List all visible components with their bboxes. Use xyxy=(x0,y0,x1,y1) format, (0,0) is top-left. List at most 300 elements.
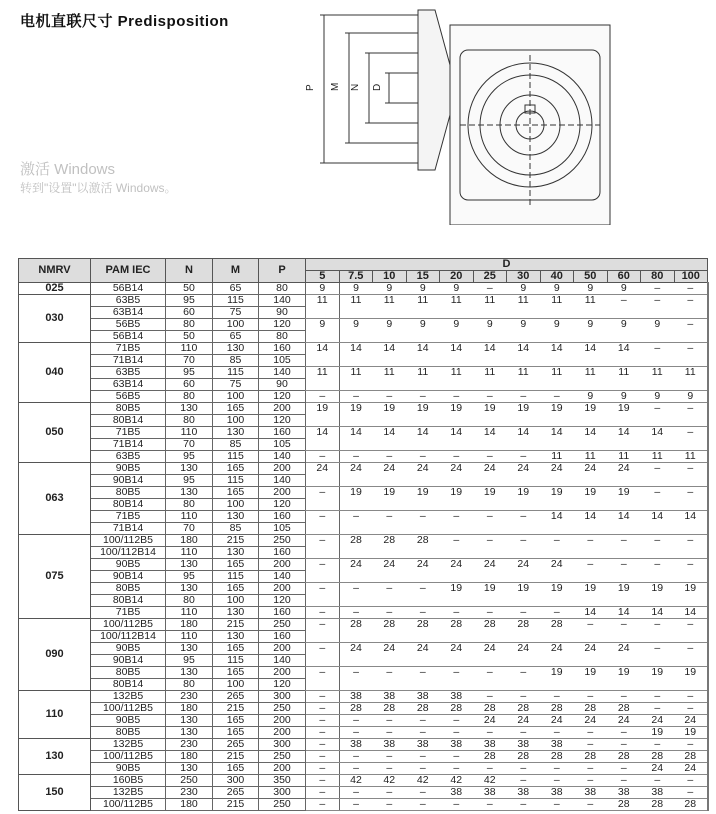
cell-d: 14 xyxy=(607,343,641,367)
cell-n: 130 xyxy=(166,403,213,415)
cell-d: 24 xyxy=(373,559,407,583)
cell-d: – xyxy=(540,727,574,739)
cell-d: – xyxy=(306,667,340,691)
cell-d: 11 xyxy=(507,295,541,319)
cell-d: – xyxy=(306,727,340,739)
cell-p: 200 xyxy=(259,463,306,475)
cell-d: 24 xyxy=(574,715,608,727)
nmrv-model: 090 xyxy=(19,619,91,691)
cell-p: 250 xyxy=(259,703,306,715)
cell-d: – xyxy=(507,511,541,535)
cell-d: 38 xyxy=(339,691,373,703)
cell-m: 165 xyxy=(213,643,259,655)
cell-d: 14 xyxy=(540,427,574,451)
cell-d: – xyxy=(473,799,507,811)
cell-m: 100 xyxy=(213,319,259,331)
cell-pam: 71B5 xyxy=(91,607,166,619)
cell-n: 80 xyxy=(166,319,213,331)
cell-d: 9 xyxy=(373,319,407,343)
cell-d: 19 xyxy=(607,583,641,607)
cell-p: 90 xyxy=(259,307,306,319)
cell-d: 24 xyxy=(540,463,574,487)
cell-d: – xyxy=(507,667,541,691)
cell-d: 28 xyxy=(339,703,373,715)
cell-d: 28 xyxy=(440,703,474,715)
cell-d: 11 xyxy=(306,367,340,391)
cell-d: – xyxy=(306,751,340,763)
cell-pam: 71B14 xyxy=(91,355,166,367)
cell-m: 115 xyxy=(213,571,259,583)
cell-d: 19 xyxy=(507,583,541,607)
cell-n: 95 xyxy=(166,475,213,487)
cell-p: 120 xyxy=(259,391,306,403)
cell-d: 14 xyxy=(406,343,440,367)
cell-d: – xyxy=(507,775,541,787)
cell-pam: 56B14 xyxy=(91,283,166,295)
cell-d: 9 xyxy=(674,391,708,403)
cell-d: 9 xyxy=(574,319,608,343)
cell-pam: 90B5 xyxy=(91,715,166,727)
cell-d: 24 xyxy=(339,559,373,583)
cell-pam: 71B14 xyxy=(91,439,166,451)
cell-d: 11 xyxy=(440,295,474,319)
nmrv-model: 030 xyxy=(19,295,91,343)
cell-pam: 100/112B5 xyxy=(91,751,166,763)
cell-d: 38 xyxy=(641,787,675,799)
cell-d: 28 xyxy=(473,751,507,763)
cell-d: 28 xyxy=(540,703,574,715)
cell-pam: 90B14 xyxy=(91,475,166,487)
cell-n: 180 xyxy=(166,535,213,547)
cell-d: 38 xyxy=(607,787,641,799)
table-row xyxy=(19,583,708,595)
cell-n: 95 xyxy=(166,655,213,667)
cell-d: 11 xyxy=(373,367,407,391)
cell-d: 19 xyxy=(574,583,608,607)
cell-d: – xyxy=(641,283,675,295)
cell-p: 300 xyxy=(259,787,306,799)
cell-d: 24 xyxy=(473,643,507,667)
cell-pam: 71B5 xyxy=(91,343,166,355)
cell-pam: 90B14 xyxy=(91,655,166,667)
cell-d: 28 xyxy=(507,619,541,643)
cell-d: – xyxy=(641,619,675,643)
cell-n: 180 xyxy=(166,751,213,763)
cell-d: – xyxy=(574,763,608,775)
header-m: M xyxy=(213,259,259,283)
cell-m: 115 xyxy=(213,655,259,667)
header-ratio: 5 xyxy=(306,271,340,283)
cell-p: 90 xyxy=(259,379,306,391)
cell-d: – xyxy=(406,511,440,535)
cell-d: – xyxy=(607,775,641,787)
cell-pam: 80B5 xyxy=(91,583,166,595)
cell-d: – xyxy=(674,283,708,295)
table-row xyxy=(19,787,708,799)
cell-d: 38 xyxy=(440,691,474,703)
cell-d: – xyxy=(440,451,474,463)
cell-d: 19 xyxy=(440,403,474,427)
cell-d: – xyxy=(574,727,608,739)
cell-d: 19 xyxy=(574,487,608,511)
cell-d: 14 xyxy=(607,607,641,619)
cell-d: 9 xyxy=(339,319,373,343)
nmrv-model: 040 xyxy=(19,343,91,403)
cell-d: – xyxy=(373,451,407,463)
cell-d: 9 xyxy=(507,283,541,295)
table-row xyxy=(19,691,708,703)
cell-d: 14 xyxy=(540,511,574,535)
cell-m: 85 xyxy=(213,439,259,451)
cell-d: 11 xyxy=(406,295,440,319)
cell-d: – xyxy=(507,691,541,703)
cell-d: – xyxy=(674,775,708,787)
cell-d: 28 xyxy=(373,703,407,715)
cell-d: 24 xyxy=(574,463,608,487)
cell-n: 230 xyxy=(166,691,213,703)
cell-m: 215 xyxy=(213,535,259,547)
cell-d: 9 xyxy=(473,319,507,343)
cell-d: 11 xyxy=(440,367,474,391)
cell-n: 80 xyxy=(166,391,213,403)
cell-p: 140 xyxy=(259,475,306,487)
cell-d: – xyxy=(607,739,641,751)
cell-p: 300 xyxy=(259,739,306,751)
cell-n: 60 xyxy=(166,307,213,319)
cell-d: 19 xyxy=(574,667,608,691)
cell-d: 24 xyxy=(540,559,574,583)
table-row xyxy=(19,727,708,739)
cell-d: – xyxy=(406,727,440,739)
header-nmrv: NMRV xyxy=(19,259,91,283)
cell-d: 14 xyxy=(607,511,641,535)
cell-m: 115 xyxy=(213,295,259,307)
cell-n: 60 xyxy=(166,379,213,391)
table-row xyxy=(19,703,708,715)
cell-p: 105 xyxy=(259,439,306,451)
cell-n: 95 xyxy=(166,367,213,379)
cell-d: – xyxy=(406,787,440,799)
cell-d: – xyxy=(607,559,641,583)
cell-d: 11 xyxy=(339,367,373,391)
table-row xyxy=(19,367,708,379)
cell-d: 28 xyxy=(406,703,440,715)
cell-d: – xyxy=(339,751,373,763)
cell-m: 215 xyxy=(213,799,259,811)
cell-d: 11 xyxy=(574,295,608,319)
cell-d: – xyxy=(440,751,474,763)
cell-m: 100 xyxy=(213,415,259,427)
cell-n: 95 xyxy=(166,571,213,583)
cell-d: 19 xyxy=(607,403,641,427)
table-row xyxy=(19,535,708,547)
cell-pam: 63B14 xyxy=(91,379,166,391)
watermark-line-1: 激活 Windows xyxy=(20,161,116,178)
cell-d: 11 xyxy=(373,295,407,319)
label-p: P xyxy=(305,84,316,91)
cell-d: – xyxy=(473,667,507,691)
cell-d: 11 xyxy=(406,367,440,391)
cell-d: 38 xyxy=(473,739,507,751)
cell-d: 28 xyxy=(607,751,641,763)
cell-d: – xyxy=(406,763,440,775)
cell-p: 160 xyxy=(259,343,306,355)
cell-d: 19 xyxy=(674,667,708,691)
cell-d: 19 xyxy=(306,403,340,427)
cell-d: – xyxy=(339,787,373,799)
cell-d: – xyxy=(306,535,340,559)
cell-d: – xyxy=(507,799,541,811)
cell-d: 24 xyxy=(674,763,708,775)
cell-d: 19 xyxy=(406,487,440,511)
cell-d: 11 xyxy=(339,295,373,319)
cell-d: 28 xyxy=(473,703,507,715)
cell-d: 38 xyxy=(574,787,608,799)
cell-n: 50 xyxy=(166,283,213,295)
cell-p: 200 xyxy=(259,643,306,655)
cell-d: 28 xyxy=(339,619,373,643)
cell-m: 65 xyxy=(213,283,259,295)
cell-d: – xyxy=(507,451,541,463)
cell-d: – xyxy=(373,751,407,763)
cell-pam: 132B5 xyxy=(91,787,166,799)
cell-d: 28 xyxy=(641,799,675,811)
cell-d: 14 xyxy=(674,607,708,619)
table-row xyxy=(19,451,708,463)
cell-d: 14 xyxy=(440,427,474,451)
cell-d: – xyxy=(540,763,574,775)
cell-d: 19 xyxy=(641,727,675,739)
cell-d: – xyxy=(339,667,373,691)
cell-pam: 80B5 xyxy=(91,403,166,415)
cell-d: 14 xyxy=(607,427,641,451)
cell-pam: 100/112B14 xyxy=(91,631,166,643)
cell-d: – xyxy=(440,727,474,739)
cell-d: – xyxy=(674,343,708,367)
cell-d: 14 xyxy=(540,343,574,367)
cell-d: 24 xyxy=(373,463,407,487)
cell-d: – xyxy=(373,583,407,607)
cell-d: 14 xyxy=(574,607,608,619)
cell-d: – xyxy=(674,463,708,487)
cell-d: 24 xyxy=(607,643,641,667)
cell-d: – xyxy=(540,691,574,703)
cell-d: – xyxy=(540,535,574,559)
nmrv-model: 050 xyxy=(19,403,91,463)
table-row xyxy=(19,751,708,763)
cell-m: 100 xyxy=(213,391,259,403)
cell-d: 14 xyxy=(373,343,407,367)
cell-n: 230 xyxy=(166,739,213,751)
cell-d: – xyxy=(339,583,373,607)
cell-n: 110 xyxy=(166,427,213,439)
cell-n: 130 xyxy=(166,583,213,595)
cell-m: 115 xyxy=(213,367,259,379)
cell-d: – xyxy=(440,511,474,535)
cell-d: – xyxy=(607,619,641,643)
cell-d: 28 xyxy=(440,619,474,643)
cell-d: 24 xyxy=(473,559,507,583)
cell-d: 11 xyxy=(574,367,608,391)
cell-p: 80 xyxy=(259,283,306,295)
cell-d: 9 xyxy=(540,283,574,295)
table-row xyxy=(19,643,708,655)
cell-d: 9 xyxy=(540,319,574,343)
cell-n: 180 xyxy=(166,799,213,811)
cell-d: – xyxy=(641,403,675,427)
nmrv-model: 075 xyxy=(19,535,91,619)
cell-d: – xyxy=(540,775,574,787)
cell-pam: 71B5 xyxy=(91,427,166,439)
table-row xyxy=(19,715,708,727)
cell-d: – xyxy=(473,511,507,535)
cell-m: 215 xyxy=(213,703,259,715)
cell-p: 300 xyxy=(259,691,306,703)
cell-m: 115 xyxy=(213,475,259,487)
cell-d: – xyxy=(406,715,440,727)
cell-d: 19 xyxy=(674,583,708,607)
cell-pam: 90B5 xyxy=(91,463,166,475)
cell-n: 50 xyxy=(166,331,213,343)
header-ratio: 50 xyxy=(574,271,608,283)
cell-d: – xyxy=(440,799,474,811)
cell-p: 120 xyxy=(259,319,306,331)
cell-d: – xyxy=(306,787,340,799)
cell-pam: 100/112B5 xyxy=(91,535,166,547)
cell-d: 28 xyxy=(373,619,407,643)
cell-m: 165 xyxy=(213,763,259,775)
cell-m: 85 xyxy=(213,523,259,535)
cell-d: 11 xyxy=(674,451,708,463)
cell-d: – xyxy=(674,319,708,343)
cell-pam: 56B14 xyxy=(91,331,166,343)
cell-m: 130 xyxy=(213,547,259,559)
cell-d: 28 xyxy=(674,799,708,811)
cell-d: – xyxy=(306,583,340,607)
cell-n: 80 xyxy=(166,595,213,607)
cell-d: – xyxy=(641,463,675,487)
cell-pam: 90B5 xyxy=(91,559,166,571)
cell-d: 38 xyxy=(406,739,440,751)
cell-d: – xyxy=(406,607,440,619)
cell-pam: 100/112B14 xyxy=(91,547,166,559)
cell-d: 38 xyxy=(440,739,474,751)
cell-d: 9 xyxy=(574,391,608,403)
cell-d: – xyxy=(607,763,641,775)
cell-m: 130 xyxy=(213,427,259,439)
cell-d: 24 xyxy=(507,715,541,727)
cell-d: 19 xyxy=(641,583,675,607)
cell-pam: 160B5 xyxy=(91,775,166,787)
cell-d: 24 xyxy=(674,715,708,727)
cell-pam: 56B5 xyxy=(91,391,166,403)
cell-d: – xyxy=(674,535,708,559)
cell-d: – xyxy=(339,715,373,727)
cell-d: 28 xyxy=(540,751,574,763)
cell-d: 11 xyxy=(540,367,574,391)
cell-d: – xyxy=(306,619,340,643)
table-row xyxy=(19,619,708,631)
cell-p: 250 xyxy=(259,799,306,811)
cell-d: 38 xyxy=(440,787,474,799)
cell-d: – xyxy=(440,391,474,403)
cell-d: – xyxy=(641,691,675,703)
cell-d: 19 xyxy=(507,487,541,511)
cell-pam: 100/112B5 xyxy=(91,703,166,715)
cell-d: 9 xyxy=(607,319,641,343)
table-row xyxy=(19,739,708,751)
cell-d: – xyxy=(473,727,507,739)
cell-d: – xyxy=(406,751,440,763)
cell-d: – xyxy=(473,691,507,703)
cell-d: 28 xyxy=(507,703,541,715)
cell-d: 19 xyxy=(540,487,574,511)
cell-d: 24 xyxy=(306,463,340,487)
cell-d: – xyxy=(339,763,373,775)
cell-d: 38 xyxy=(373,739,407,751)
cell-d: – xyxy=(339,511,373,535)
cell-d: 42 xyxy=(440,775,474,787)
table-row xyxy=(19,427,708,439)
cell-pam: 100/112B5 xyxy=(91,799,166,811)
cell-d: – xyxy=(373,667,407,691)
cell-d: 24 xyxy=(406,559,440,583)
cell-m: 265 xyxy=(213,691,259,703)
cell-d: 11 xyxy=(540,451,574,463)
cell-d: 19 xyxy=(373,403,407,427)
cell-m: 265 xyxy=(213,739,259,751)
cell-d: – xyxy=(440,715,474,727)
cell-d: – xyxy=(306,703,340,715)
nmrv-model: 025 xyxy=(19,283,91,295)
cell-d: 28 xyxy=(373,535,407,559)
header-ratio: 15 xyxy=(406,271,440,283)
cell-n: 110 xyxy=(166,511,213,523)
cell-d: 24 xyxy=(440,643,474,667)
cell-d: 24 xyxy=(574,643,608,667)
cell-d: – xyxy=(540,607,574,619)
cell-p: 250 xyxy=(259,535,306,547)
cell-p: 120 xyxy=(259,595,306,607)
cell-n: 95 xyxy=(166,451,213,463)
cell-pam: 80B14 xyxy=(91,415,166,427)
cell-pam: 63B5 xyxy=(91,451,166,463)
cell-d: – xyxy=(440,535,474,559)
cell-d: 42 xyxy=(406,775,440,787)
table-row xyxy=(19,319,708,331)
cell-d: 42 xyxy=(339,775,373,787)
cell-d: 11 xyxy=(607,367,641,391)
cell-d: 11 xyxy=(473,367,507,391)
cell-m: 215 xyxy=(213,619,259,631)
cell-d: – xyxy=(473,607,507,619)
cell-d: 11 xyxy=(306,295,340,319)
cell-d: – xyxy=(607,535,641,559)
cell-pam: 90B5 xyxy=(91,763,166,775)
cell-d: 14 xyxy=(574,427,608,451)
cell-d: – xyxy=(373,607,407,619)
table-row xyxy=(19,667,708,679)
cell-d: 9 xyxy=(306,283,340,295)
cell-d: 9 xyxy=(406,319,440,343)
cell-n: 80 xyxy=(166,499,213,511)
cell-d: 28 xyxy=(406,619,440,643)
cell-d: 19 xyxy=(574,403,608,427)
table-row xyxy=(19,391,708,403)
cell-d: 24 xyxy=(507,559,541,583)
cell-d: 38 xyxy=(473,787,507,799)
cell-d: 11 xyxy=(641,451,675,463)
